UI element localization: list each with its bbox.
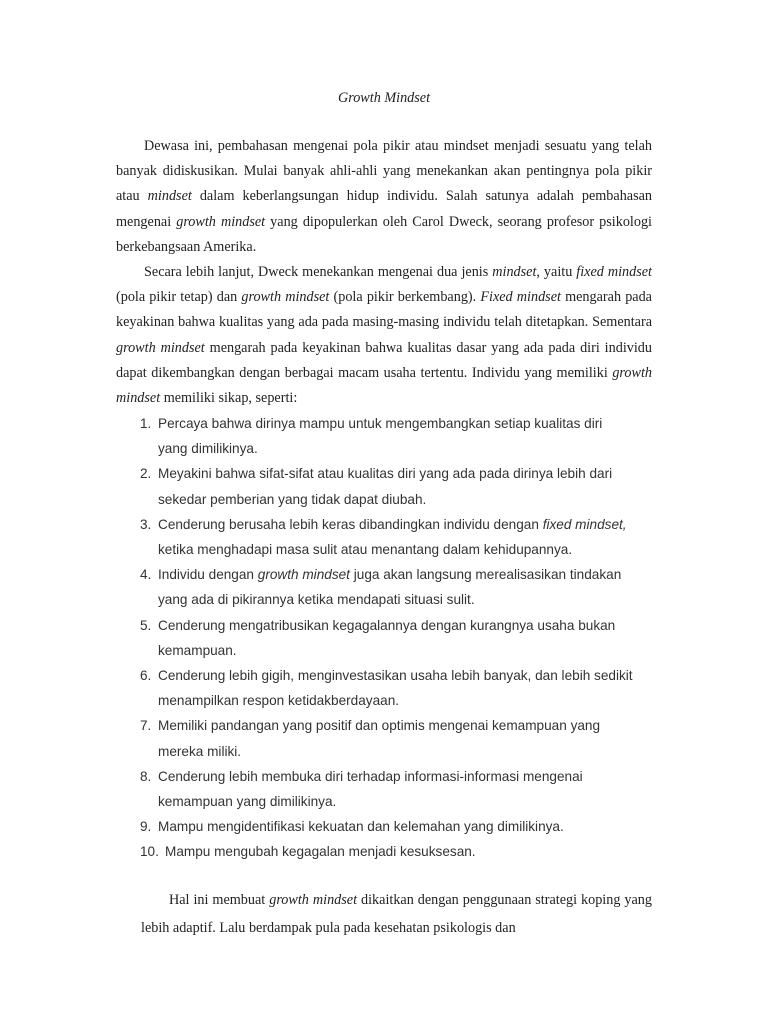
list-text-line: Cenderung berusaha lebih keras dibandingkan individu dengan [158,516,543,532]
list-text-line: Meyakini bahwa sifat-sifat atau kualitas diri yang ada pada dirinya lebih dari [158,466,613,482]
list-text-line: Memiliki pandangan yang positif dan optimis mengenai kemampuan yang [158,718,601,734]
list-item [140,411,655,461]
attitude-list [140,411,655,865]
list-item [140,461,655,511]
list-text-line: Cenderung mengatribusikan kegagalannya dengan kurangnya usaha bukan [158,617,616,633]
italic-term: fixed mindset [576,264,652,280]
list-text-line: juga akan langsung merealisasikan tindakan [349,567,622,583]
list-number: 5. [140,617,152,633]
list-number: 8. [140,768,152,784]
list-number: 9. [140,819,152,835]
list-item [140,814,655,839]
text-run: Dewasa ini, pembahasan mengenai pola pikir atau mindset menjadi sesuatu yang telah banyak didiskusikan. Mulai banyak ahli-ahli yang menekankan akan pentingnya pola pikir atau [116,138,652,205]
list-text-line: Percaya bahwa dirinya mampu untuk mengembangkan setiap kualitas diri [158,416,603,431]
text-run: Hal ini membuat [169,892,270,908]
italic-term: Fixed mindset [480,289,561,306]
list-text-line: Mampu mengubah kegagalan menjadi kesuksesan. [165,844,476,860]
text-run: Secara lebih lanjut, Dweck menekankan mengenai dua jenis [144,264,493,280]
italic-term: mindset [147,188,192,205]
list-number: 6. [140,668,152,684]
list-number: 2. [140,466,152,482]
list-text-line: Individu dengan [158,567,258,583]
list-text-line: sekedar pemberian yang tidak dapat diubah. [158,491,427,507]
italic-term: fixed mindset, [542,516,627,532]
italic-term: mindset [492,264,537,280]
italic-term: growth mindset [176,213,266,230]
list-text-line: Cenderung lebih membuka diri terhadap informasi-informasi mengenai [158,768,583,784]
paragraph-dweck [116,260,652,411]
list-item [140,613,655,663]
italic-term: growth mindset [241,289,330,306]
paragraph-coping [141,886,652,942]
text-run: (pola pikir berkembang). [329,289,481,306]
list-text-line: menampilkan respon ketidakberdayaan. [158,693,400,709]
text-run: dikaitkan dengan penggunaan strategi koping yang lebih adaptif. Lalu berdampak pula pada kesehatan psikologis dan [141,892,652,936]
list-text-line: Cenderung lebih gigih, menginvestasikan usaha lebih banyak, dan lebih sedikit [158,668,633,684]
list-number: 7. [140,718,152,734]
list-text-line: mereka miliki. [158,743,242,759]
italic-term: growth mindset [257,567,350,583]
italic-term: growth mindset [269,892,358,908]
list-number: 1. [140,416,152,431]
list-text-line: yang dimilikinya. [158,441,258,457]
italic-term: growth mindset [116,339,205,356]
paragraph-intro [116,134,652,260]
list-number: 4. [140,567,152,583]
text-run: dalam keberlangsungan hidup individu. Salah satunya adalah pembahasan mengenai [116,188,652,230]
list-number: 3. [140,516,152,532]
text-run: , yaitu [536,264,577,280]
italic-term: growth mindset [116,364,652,407]
text-run: (pola pikir tetap) dan [116,289,242,306]
list-item [140,764,655,814]
list-item [140,512,655,562]
list-item [140,839,655,864]
list-text-line: Mampu mengidentifikasi kekuatan dan kelemahan yang dimilikinya. [158,819,564,835]
text-run: memiliki sikap, seperti: [160,390,298,407]
list-item [140,713,655,763]
list-text-line: kemampuan yang dimilikinya. [158,794,337,810]
document-title: Growth Mindset [337,90,431,106]
text-run: mengarah pada keyakinan bahwa kualitas yang ada pada masing-masing individu telah ditetapkan. Sementara [116,289,652,331]
list-item [140,663,655,713]
list-number: 10. [140,844,159,860]
list-text-line: yang ada di pikirannya ketika mendapati situasi sulit. [158,592,475,608]
list-item [140,562,655,612]
list-text-line: kemampuan. [158,642,237,658]
text-run: yang dipopulerkan oleh Carol Dweck, seorang profesor psikologi berkebangsaan Amerika. [116,213,652,255]
text-run: mengarah pada keyakinan bahwa kualitas dasar yang ada pada diri individu dapat dikembangkan dengan berbagai macam usaha tertentu. Individu yang memiliki [116,339,652,381]
list-text-line: ketika menghadapi masa sulit atau menantang dalam kehidupannya. [158,542,573,558]
